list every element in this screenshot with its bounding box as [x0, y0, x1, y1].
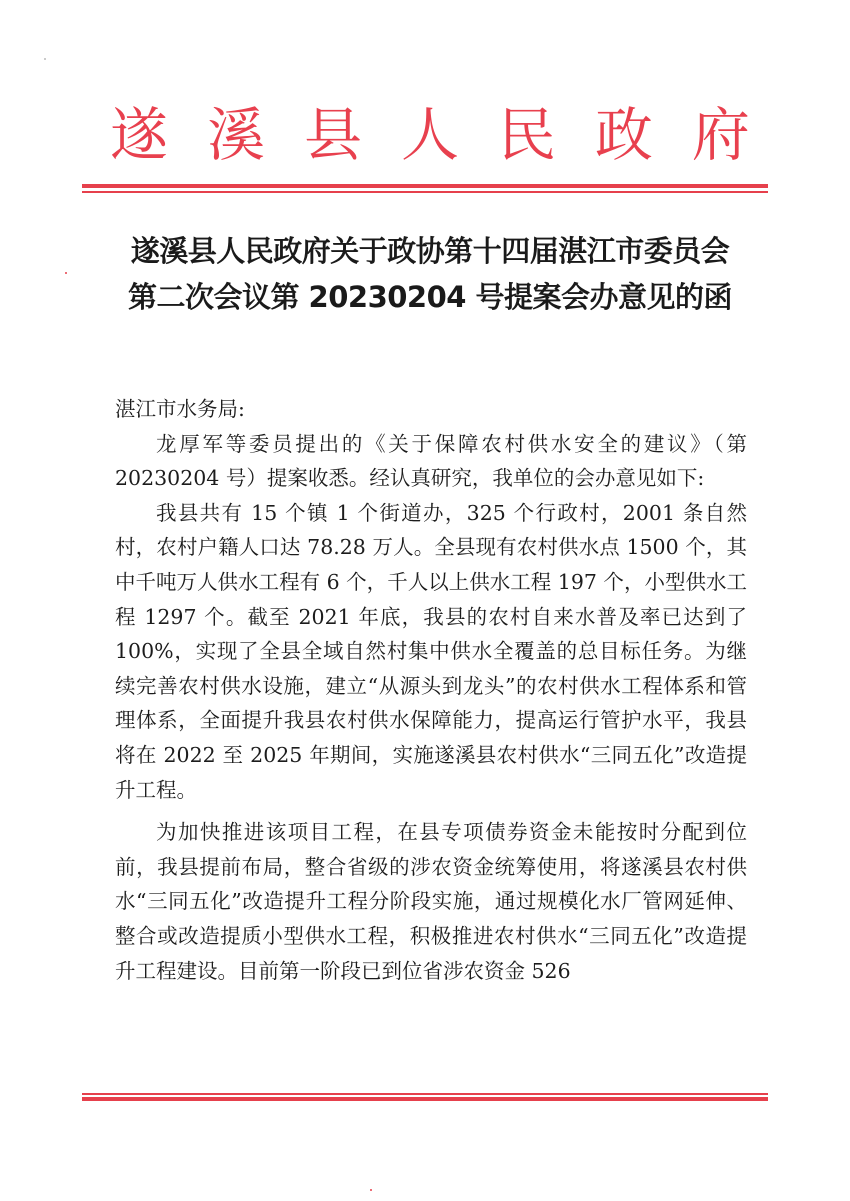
letterhead-char: 民 — [497, 101, 556, 169]
letterhead-char: 遂 — [110, 101, 169, 169]
scan-speck — [370, 1189, 372, 1191]
scan-speck — [65, 272, 67, 274]
letterhead-char: 溪 — [206, 101, 265, 169]
salutation: 湛江市水务局: — [115, 397, 245, 421]
body-paragraph: 为加快推进该项目工程，在县专项债券资金未能按时分配到位前，我县提前布局，整合省级的涉农资金统筹使用，将遂溪县农村供水“三同五化”改造提升工程分阶段实施，通过规模化水厂管网延伸、整合或改造提质小型供水工程，积极推进农村供水“三同五化”改造提升工程建设。目前第一阶段已到位省涉农资金 526 — [115, 820, 747, 983]
document-body — [115, 392, 747, 988]
document-title — [90, 228, 770, 320]
title-line-1: 遂溪县人民政府关于政协第十四届湛江市委员会 — [130, 234, 730, 268]
title-line-2: 第二次会议第 20230204 号提案会办意见的函 — [127, 280, 733, 314]
body-paragraph: 龙厚军等委员提出的《关于保障农村供水安全的建议》（第 20230204 号）提案收悉。经认真研究，我单位的会办意见如下: — [115, 431, 747, 491]
letterhead-char: 府 — [691, 101, 750, 169]
letterhead-rule-thin — [82, 191, 768, 193]
footer-rule-thin — [82, 1093, 768, 1095]
letterhead-issuer — [110, 95, 750, 175]
letterhead-char: 人 — [400, 101, 459, 169]
footer-rule-thick — [82, 1097, 768, 1101]
body-paragraph: 我县共有 15 个镇 1 个街道办，325 个行政村，2001 条自然村，农村户籍人口达 78.28 万人。全县现有农村供水点 1500 个，其中千吨万人供水工程有 6 个，千人以上供水工程 197 个，小型供水工程 1297 个。截至 2021 年底，我县的农村自来水普及率已达到了 100%，实现了全县全域自然村集中供水全覆盖的总目标任务。为继续完善农村供水设施，建立“从源头到龙头”的农村供水工程体系和管理体系，全面提升我县农村供水保障能力，提高运行管护水平，我县将在 2022 至 2025 年期间，实施遂溪县农村供水“三同五化”改造提升工程。 — [115, 500, 747, 802]
letterhead-char: 政 — [594, 101, 653, 169]
letterhead-char: 县 — [303, 101, 362, 169]
scan-speck — [44, 58, 46, 60]
letterhead-rule-thick — [82, 184, 768, 188]
